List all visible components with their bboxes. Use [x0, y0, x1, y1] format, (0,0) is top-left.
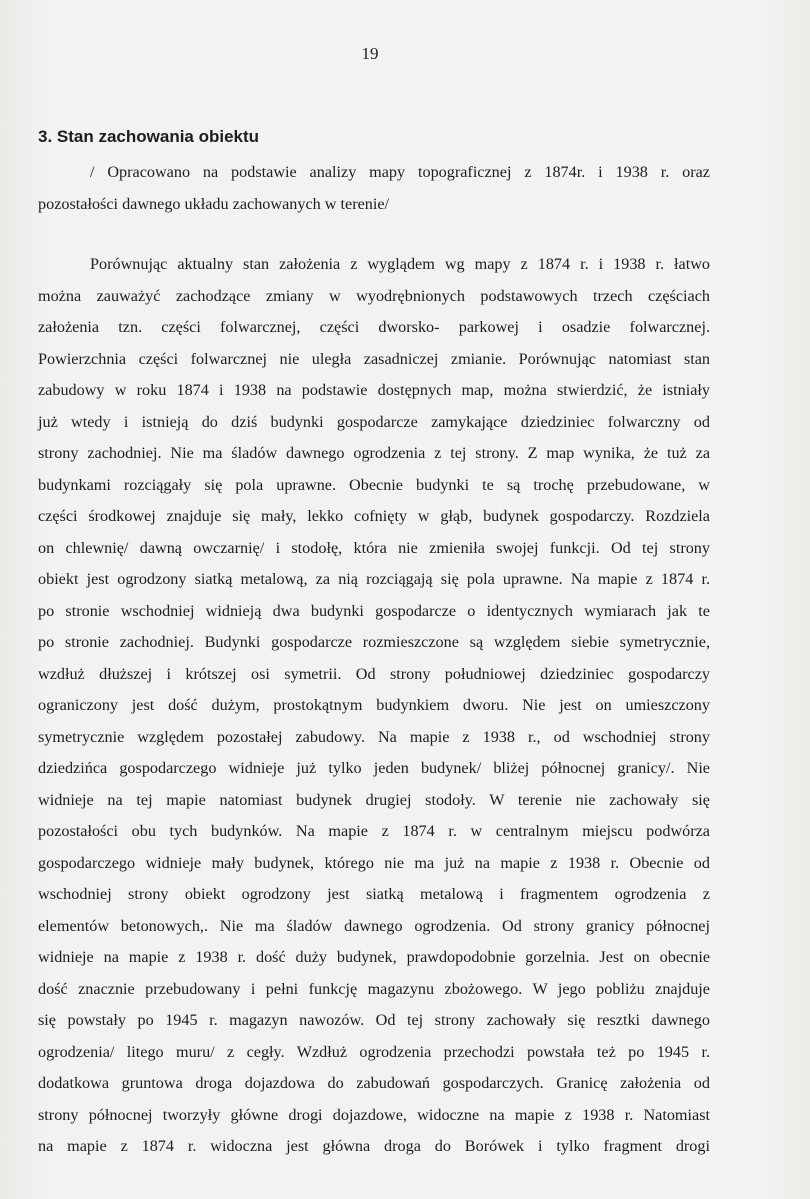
source-note-line: / Opracowano na podstawie analizy mapy topograficznej z 1874r. i 1938 r. oraz — [90, 163, 710, 181]
paragraph-line: pozostałości obu tych budynków. Na mapie z 1874 r. w centralnym miejscu podwórza — [38, 822, 710, 840]
paragraph-line: symetrycznie względem pozostałej zabudowy. Na mapie z 1938 r., od wschodniej strony — [38, 727, 710, 746]
paragraph-line: gospodarczego widnieje mały budynek, którego nie ma już na mapie z 1938 r. Obecnie od — [38, 853, 710, 872]
paragraph-line: dziedzińca gospodarczego widnieje już tylko jeden budynek/ bliżej północnej granicy/. Nie — [38, 759, 710, 777]
section-heading: 3. Stan zachowania obiektu — [38, 127, 260, 146]
paragraph-line: wschodniej strony obiekt ogrodzony jest siatką metalową i fragmentem ogrodzenia z — [38, 885, 710, 903]
page-number: 19 — [361, 44, 379, 63]
paragraph-line: po stronie zachodniej. Budynki gospodarcze rozmieszczone są względem siebie symetrycznie, — [38, 633, 710, 651]
source-note-line: pozostałości dawnego układu zachowanych w terenie/ — [38, 194, 390, 213]
source-note — [38, 157, 710, 220]
paragraph-line: ogrodzenia/ litego muru/ z cegły. Wzdłuż ogrodzenia przechodzi powstała też po 1945 r. — [38, 1042, 710, 1061]
paragraph-line: on chlewnię/ dawną owczarnię/ i stodołę, która nie zmieniła swojej funkcji. Od tej strony — [38, 538, 710, 557]
paragraph-line: ograniczony jest dość dużym, prostokątnym budynkiem dworu. Nie jest on umieszczony — [38, 696, 710, 714]
paragraph-line: budynkami rozciągały się pola uprawne. Obecnie budynki te są trochę przebudowane, w — [38, 475, 710, 494]
paragraph-line: widnieje na tej mapie natomiast budynek drugiej stodoły. W terenie nie zachowały się — [38, 790, 710, 809]
paragraph-line: założenia tzn. części folwarcznej, części dworsko- parkowej i osadzie folwarcznej. — [38, 318, 710, 336]
paragraph-line: strony północnej tworzyły główne drogi dojazdowe, widoczne na mapie z 1938 r. Natomiast — [38, 1105, 710, 1124]
paragraph-line: zabudowy w roku 1874 i 1938 na podstawie dostępnych map, można stwierdzić, że istniały — [38, 381, 710, 399]
paragraph-line: na mapie z 1874 r. widoczna jest główna droga do Borówek i tylko fragment drogi — [38, 1137, 710, 1155]
paragraph-line: Powierzchnia części folwarcznej nie uległa zasadniczej zmianie. Porównując natomiast stan — [38, 349, 710, 368]
paragraph-line: po stronie wschodniej widnieją dwa budynki gospodarcze o identycznych wymiarach jak te — [38, 601, 710, 620]
paragraph-line: widnieje na mapie z 1938 r. dość duży budynek, prawdopodobnie gorzelnia. Jest on obecnie — [38, 948, 710, 966]
paragraph-line: elementów betonowych,. Nie ma śladów dawnego ogrodzenia. Od strony granicy północnej — [38, 916, 710, 935]
paragraph-line: wzdłuż dłuższej i krótszej osi symetrii. Od strony południowej dziedziniec gospodarczy — [38, 664, 710, 683]
paragraph-line: obiekt jest ogrodzony siatką metalową, za nią rozciągają się pola uprawne. Na mapie z 1874 r. — [38, 570, 710, 588]
paragraph-line: dodatkowa gruntowa droga dojazdowa do zabudowań gospodarczych. Granicę założenia od — [38, 1074, 710, 1092]
paragraph-line: części środkowej znajduje się mały, lekko cofnięty w głąb, budynek gospodarczy. Rozdziela — [38, 507, 710, 525]
paragraph-line: można zauważyć zachodzące zmiany w wyodrębnionych podstawowych trzech częściach — [38, 286, 710, 305]
paragraph-line: dość znacznie przebudowany i pełni funkcję magazynu zbożowego. W jego pobliżu znajduje — [38, 979, 710, 998]
paragraph-line: strony zachodniej. Nie ma śladów dawnego ogrodzenia z tej strony. Z map wynika, że tuż za — [38, 444, 710, 462]
paragraph-line: Porównując aktualny stan założenia z wyglądem wg mapy z 1874 r. i 1938 r. łatwo — [90, 255, 710, 273]
paragraph-line: się powstały po 1945 r. magazyn nawozów. Od tej strony zachowały się resztki dawnego — [38, 1011, 710, 1029]
body-paragraph — [38, 249, 710, 1163]
paragraph-line: już wtedy i istnieją do dziś budynki gospodarcze zamykające dziedziniec folwarczny od — [38, 412, 710, 431]
